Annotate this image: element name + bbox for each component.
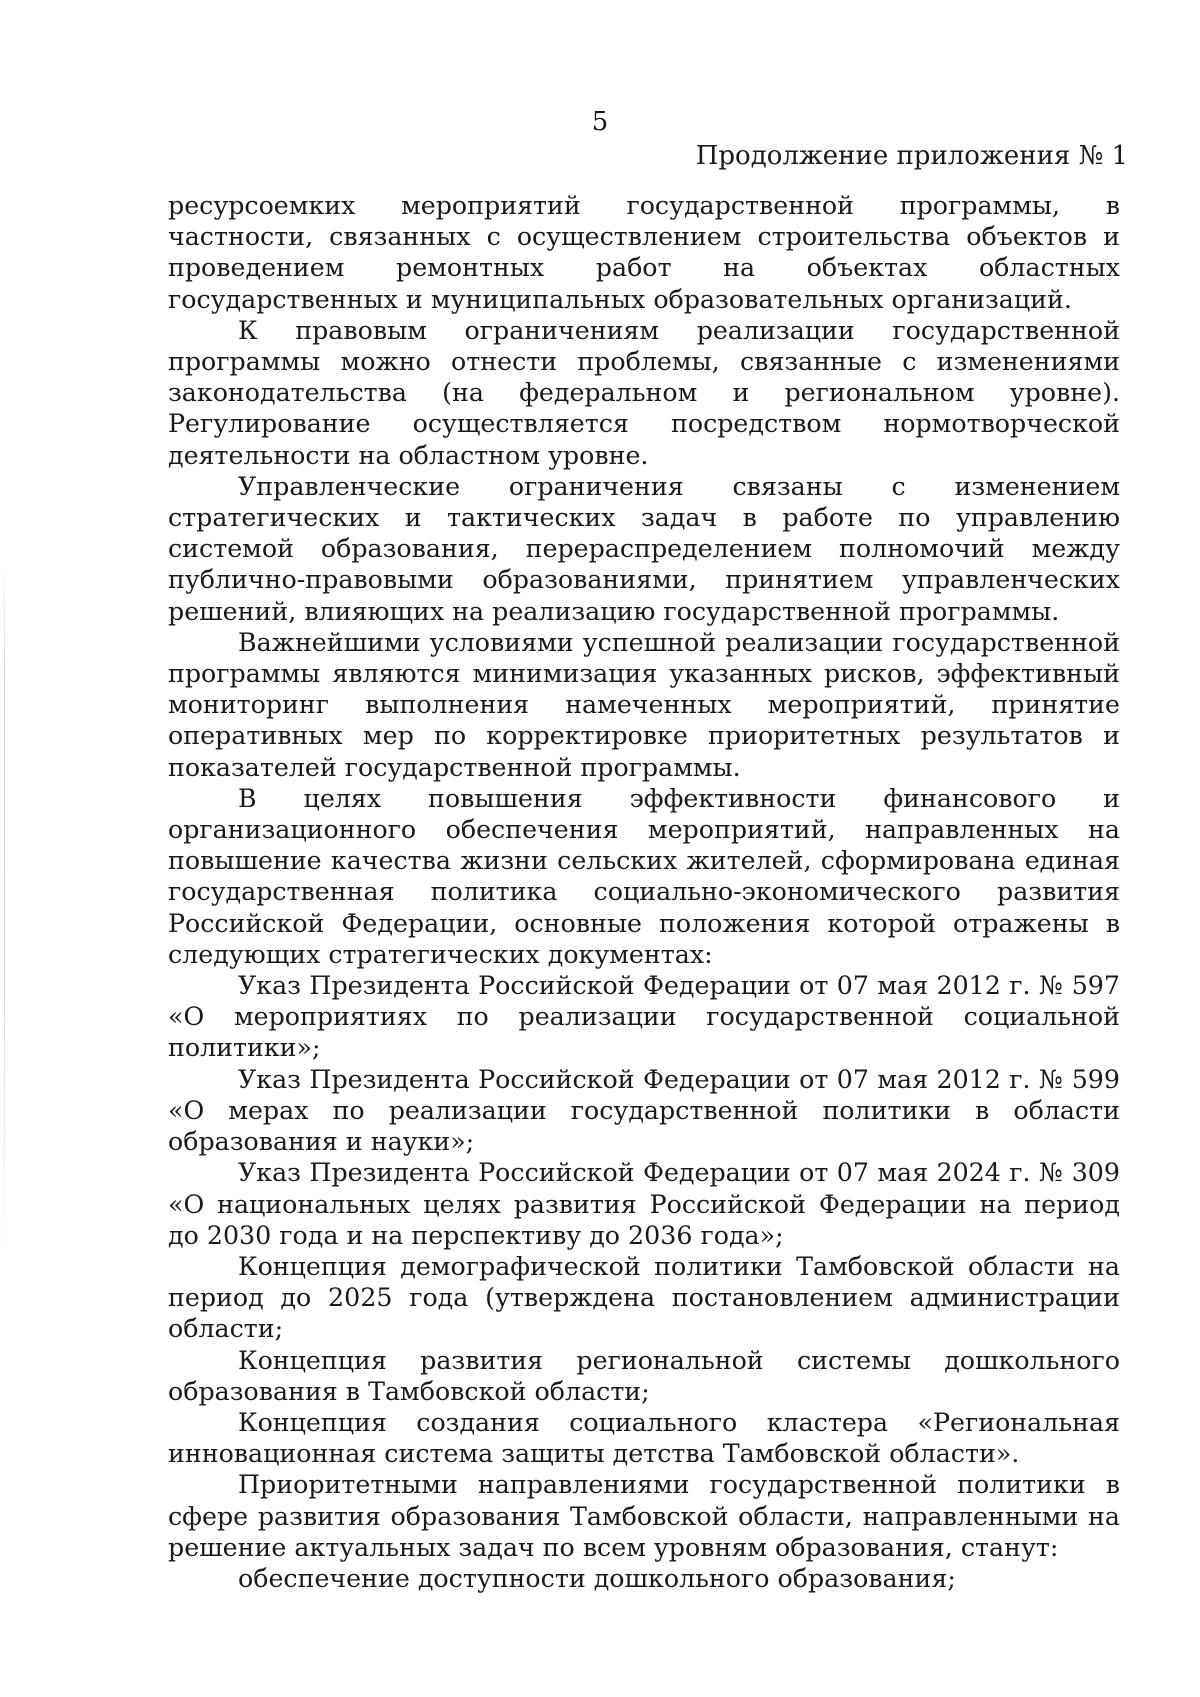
paragraph: К правовым ограничениям реализации государственной программы можно отнести проблемы, связанные с изменениями законодательства (на федеральном и региональном уровне). Регулирование осуществляется посредством нормотворческой деятельности на областном уровне. [168,315,1120,470]
document-body [168,190,1120,1594]
paragraph: Важнейшими условиями успешной реализации государственной программы являются минимизация указанных рисков, эффективный мониторинг выполнения намеченных мероприятий, принятие оперативных мер по корректировке приоритетных результатов и показателей государственной программы. [168,627,1120,782]
scan-edge-mark [4,560,5,1260]
document-reference: Концепция развития региональной системы дошкольного образования в Тамбовской области; [168,1345,1120,1406]
document-reference: Концепция демографической политики Тамбовской области на период до 2025 года (утверждена постановлением администрации области; [168,1251,1120,1344]
paragraph: Приоритетными направлениями государственной политики в сфере развития образования Тамбовской области, направленными на решение актуальных задач по всем уровням образования, станут: [168,1470,1120,1562]
page-number: 5 [591,107,609,137]
paragraph: ресурсоемких мероприятий государственной программы, в частности, связанных с осуществлением строительства объектов и проведением ремонтных работ на объектах областных государственных и муниципальных образовательных организаций. [168,191,1120,314]
document-reference: Указ Президента Российской Федерации от 07 мая 2012 г. № 597 «О мероприятиях по реализации государственной социальной политики»; [168,971,1120,1063]
document-reference: Указ Президента Российской Федерации от 07 мая 2012 г. № 599 «О мерах по реализации государственной политики в области образования и науки»; [168,1064,1120,1157]
paragraph: обеспечение доступности дошкольного образования; [238,1563,956,1593]
paragraph: В целях повышения эффективности финансового и организационного обеспечения мероприятий, направленных на повышение качества жизни сельских жителей, сформирована единая государственная политика социально-экономического развития Российской Федерации, основные положения которой отражены в следующих стратегических документах: [168,783,1120,969]
paragraph: Управленческие ограничения связаны с изменением стратегических и тактических задач в работе по управлению системой образования, перераспределением полномочий между публично-правовыми образованиями, принятием управленческих решений, влияющих на реализацию государственной программы. [168,471,1120,626]
appendix-continuation-label: Продолжение приложения № 1 [695,141,1128,171]
document-reference: Концепция создания социального кластера «Региональная инновационная система защиты детства Тамбовской области». [168,1407,1120,1469]
document-reference: Указ Президента Российской Федерации от 07 мая 2024 г. № 309 «О национальных целях развития Российской Федерации на период до 2030 года и на перспективу до 2036 года»; [168,1158,1120,1250]
